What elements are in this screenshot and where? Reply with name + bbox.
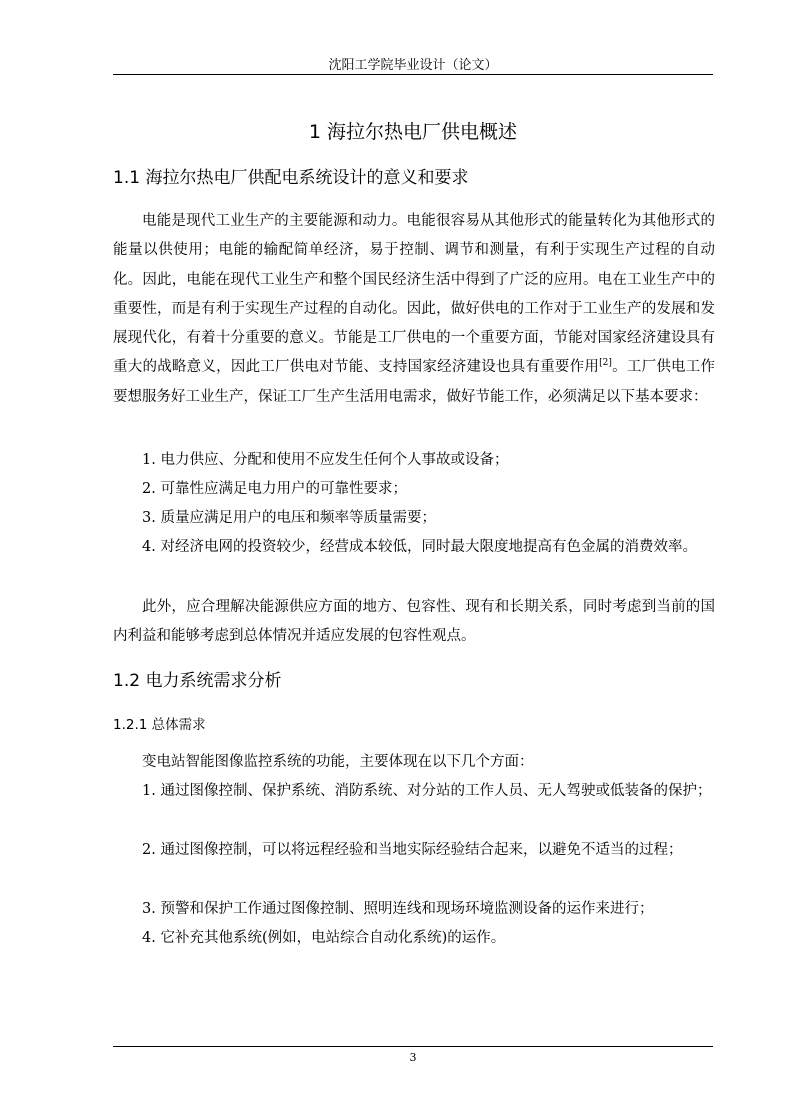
intro-text-part-1: 电能是现代工业生产的主要能源和动力。电能很容易从其他形式的能量转化为其他形式的能量以供使用；电能的输配简单经济，易于控制、调节和测量，有利于实现生产过程的自动化。因此，电能在现代工业生产和整个国民经济生活中得到了广泛的应用。电在工业生产中的重要性，而是有利于实现生产过程的自动化。因此，做好供电的工作对于工业生产的发展和发展现代化，有着十分重要的意义。节能是工厂供电的一个重要方面，节能对国家经济建设具有重大的战略意义，因此工厂供电对节能、支持国家经济建设也具有重要作用 <box>113 213 715 376</box>
requirement-item-2: 2. 可靠性应满足电力用户的可靠性要求； <box>142 481 407 497</box>
citation-reference: [2] <box>599 358 612 369</box>
subsection-1-2-1-title: 1.2.1 总体需求 <box>113 717 206 733</box>
chapter-title: 1 海拉尔热电厂供电概述 <box>308 121 518 143</box>
function-item-3: 3. 预警和保护工作通过图像控制、照明连线和现场环境监测设备的运作来进行； <box>142 901 654 917</box>
intro-text-part-2: 。工厂供电工作要想服务好工业生产，保证工厂生产生活用电需求，做好节能工作，必须满足以下基本要求： <box>113 359 716 405</box>
requirement-item-3: 3. 质量应满足用户的电压和频率等质量需要； <box>142 510 436 526</box>
page-header: 沈阳工学院毕业设计（论文） <box>328 58 498 73</box>
section-1-1-closing-paragraph: 此外，应合理解决能源供应方面的地方、包容性、现有和长期关系，同时考虑到当前的国内利益和能够考虑到总体情况并适应发展的包容性观点。 <box>113 599 715 645</box>
requirement-item-1: 1. 电力供应、分配和使用不应发生任何个人事故或设备； <box>142 452 509 468</box>
section-1-1-intro-paragraph <box>113 207 715 412</box>
requirement-item-4: 4. 对经济电网的投资较少，经营成本较低，同时最大限度地提高有色金属的消费效率。 <box>142 539 697 555</box>
section-1-1-title: 1.1 海拉尔热电厂供配电系统设计的意义和要求 <box>113 168 469 188</box>
section-1-2-title: 1.2 电力系统需求分析 <box>113 671 282 691</box>
header-divider <box>113 74 713 75</box>
subsection-intro-paragraph: 变电站智能图像监控系统的功能，主要体现在以下几个方面： <box>142 754 534 770</box>
function-item-1: 1. 通过图像控制、保护系统、消防系统、对分站的工作人员、无人驾驶或低装备的保护； <box>142 783 712 799</box>
function-item-2: 2. 通过图像控制，可以将远程经验和当地实际经验结合起来，以避免不适当的过程； <box>142 842 683 858</box>
function-item-4: 4. 它补充其他系统(例如，电站综合自动化系统)的运作。 <box>142 930 506 946</box>
page-number: 3 <box>409 1051 417 1064</box>
footer-divider <box>113 1046 713 1047</box>
